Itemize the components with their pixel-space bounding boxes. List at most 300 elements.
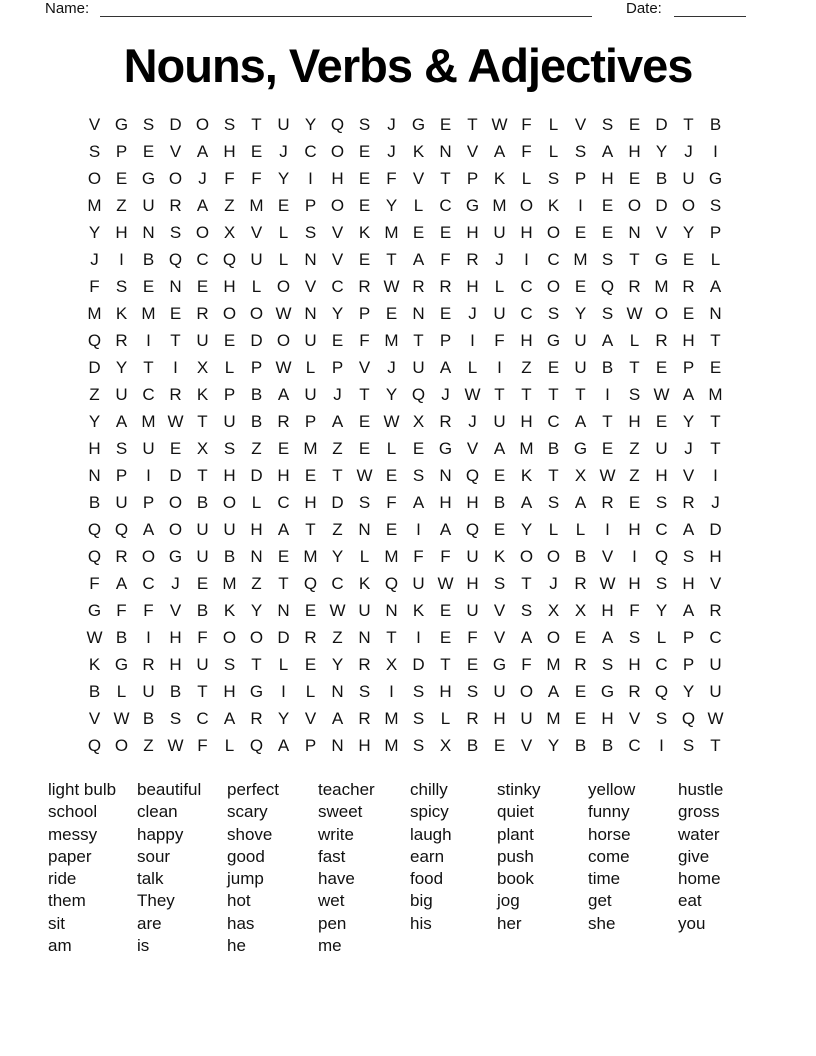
grid-letter: Q — [411, 384, 426, 404]
grid-letter: Z — [116, 195, 127, 215]
grid-letter: E — [358, 249, 371, 269]
grid-letter: A — [547, 681, 560, 701]
grid-letter: V — [466, 141, 479, 161]
grid-letter: E — [493, 519, 506, 539]
grid-letter: S — [655, 573, 668, 593]
grid-letter: R — [574, 573, 587, 593]
grid-letter: M — [384, 330, 399, 350]
grid-letter: P — [709, 222, 722, 242]
word-list-item: yellow — [588, 780, 636, 799]
grid-letter: T — [521, 573, 532, 593]
grid-letter: E — [574, 222, 587, 242]
grid-letter: E — [385, 519, 398, 539]
grid-letter: W — [167, 411, 184, 431]
grid-letter: L — [305, 681, 316, 701]
grid-letter: H — [601, 168, 614, 188]
grid-letter: O — [249, 627, 264, 647]
grid-letter: T — [251, 654, 262, 674]
grid-letter: L — [116, 681, 127, 701]
grid-letter: B — [142, 249, 155, 269]
grid-letter: H — [628, 573, 641, 593]
grid-letter: H — [277, 465, 290, 485]
grid-letter: L — [386, 438, 397, 458]
grid-letter: V — [250, 222, 263, 242]
grid-letter: H — [304, 492, 317, 512]
grid-letter: S — [547, 168, 560, 188]
grid-letter: K — [520, 465, 533, 485]
word-list-item: hot — [227, 891, 251, 911]
grid-letter: I — [146, 330, 151, 350]
grid-letter: O — [519, 546, 534, 566]
grid-letter: E — [412, 222, 425, 242]
grid-letter: V — [304, 276, 317, 296]
grid-letter: E — [385, 303, 398, 323]
grid-letter: A — [115, 573, 128, 593]
grid-letter: P — [574, 168, 587, 188]
grid-letter: R — [439, 276, 452, 296]
word-list-item: get — [588, 891, 612, 911]
grid-letter: R — [412, 276, 425, 296]
grid-letter: M — [654, 276, 669, 296]
grid-letter: F — [251, 168, 262, 188]
grid-letter: T — [332, 465, 343, 485]
word-list-item: shove — [227, 824, 273, 844]
grid-letter: H — [601, 600, 614, 620]
grid-letter: U — [493, 222, 506, 242]
grid-letter: L — [629, 330, 640, 350]
word-list-item: horse — [588, 824, 631, 844]
grid-letter: F — [89, 276, 100, 296]
grid-letter: S — [169, 708, 182, 728]
grid-letter: Y — [547, 735, 560, 755]
grid-letter: U — [115, 492, 128, 512]
grid-letter: C — [439, 195, 452, 215]
grid-letter: R — [466, 708, 479, 728]
grid-letter: S — [520, 600, 533, 620]
grid-letter: E — [628, 168, 641, 188]
grid-letter: F — [521, 141, 532, 161]
grid-letter: E — [709, 357, 722, 377]
grid-letter: F — [413, 546, 424, 566]
word-list-item: ride — [48, 869, 77, 889]
grid-letter: U — [574, 330, 587, 350]
grid-letter: P — [682, 627, 695, 647]
grid-letter: R — [277, 411, 290, 431]
grid-letter: V — [358, 357, 371, 377]
grid-letter: J — [495, 249, 504, 269]
grid-letter: H — [655, 465, 668, 485]
word-list-column — [588, 779, 635, 935]
grid-letter: P — [304, 195, 317, 215]
grid-letter: G — [438, 438, 453, 458]
grid-letter: H — [223, 141, 236, 161]
grid-letter: K — [196, 384, 209, 404]
grid-letter: I — [497, 357, 502, 377]
grid-letter: P — [439, 330, 452, 350]
word-list-item: clean — [137, 802, 178, 822]
word-list-column — [678, 779, 723, 935]
grid-letter: T — [440, 168, 451, 188]
grid-letter: D — [331, 492, 344, 512]
grid-letter: E — [628, 492, 641, 512]
grid-letter: S — [88, 141, 101, 161]
grid-letter: C — [520, 276, 533, 296]
grid-letter: V — [331, 249, 344, 269]
grid-letter: L — [548, 519, 559, 539]
grid-letter: O — [222, 627, 237, 647]
grid-letter: Y — [115, 357, 128, 377]
grid-letter: W — [437, 573, 454, 593]
word-list-item: come — [588, 846, 630, 866]
grid-letter: T — [359, 384, 370, 404]
grid-letter: E — [655, 411, 668, 431]
word-list-item: messy — [48, 824, 98, 844]
grid-letter: B — [601, 357, 614, 377]
grid-letter: O — [168, 168, 183, 188]
grid-letter: H — [682, 330, 695, 350]
grid-letter: F — [521, 654, 532, 674]
grid-letter: C — [655, 654, 668, 674]
grid-letter: A — [277, 384, 290, 404]
word-list-item: food — [410, 869, 444, 889]
word-list-item: fast — [318, 846, 346, 866]
grid-letter: S — [169, 222, 182, 242]
word-list-item: good — [227, 846, 265, 866]
grid-letter: T — [386, 627, 397, 647]
grid-letter: U — [196, 519, 209, 539]
grid-letter: F — [440, 546, 451, 566]
grid-letter: N — [358, 519, 371, 539]
grid-letter: E — [277, 546, 290, 566]
grid-letter: P — [142, 492, 155, 512]
grid-letter: V — [412, 168, 425, 188]
word-list-item: give — [678, 846, 710, 866]
grid-letter: Y — [385, 384, 398, 404]
grid-letter: H — [628, 654, 641, 674]
word-list — [0, 779, 816, 964]
grid-letter: V — [493, 600, 506, 620]
grid-letter: W — [599, 465, 616, 485]
grid-letter: S — [493, 573, 506, 593]
grid-letter: O — [519, 681, 534, 701]
grid-letter: Y — [331, 546, 344, 566]
grid-letter: M — [492, 195, 507, 215]
grid-letter: R — [304, 627, 317, 647]
grid-letter: J — [171, 573, 180, 593]
word-list-column — [227, 779, 279, 957]
grid-letter: U — [412, 573, 425, 593]
grid-letter: X — [196, 357, 209, 377]
grid-letter: S — [412, 681, 425, 701]
name-blank-line — [100, 15, 592, 17]
word-list-item: push — [497, 846, 534, 866]
grid-letter: C — [628, 735, 641, 755]
word-list-item: are — [137, 913, 162, 933]
grid-letter: H — [169, 654, 182, 674]
grid-letter: F — [143, 600, 154, 620]
grid-letter: E — [439, 222, 452, 242]
grid-letter: N — [358, 627, 371, 647]
grid-letter: B — [88, 681, 101, 701]
grid-letter: L — [359, 546, 370, 566]
grid-letter: D — [655, 195, 668, 215]
word-list-column — [137, 779, 201, 957]
grid-letter: O — [276, 330, 291, 350]
grid-letter: B — [142, 708, 155, 728]
grid-letter: N — [169, 276, 182, 296]
grid-letter: Y — [88, 222, 101, 242]
grid-letter: T — [305, 519, 316, 539]
grid-letter: R — [115, 546, 128, 566]
grid-letter: F — [467, 627, 478, 647]
grid-letter: Y — [304, 114, 317, 134]
word-list-item: has — [227, 913, 255, 933]
grid-letter: S — [412, 708, 425, 728]
grid-letter: N — [304, 303, 317, 323]
grid-letter: U — [304, 384, 317, 404]
word-list-item: quiet — [497, 802, 534, 822]
grid-letter: U — [142, 681, 155, 701]
grid-letter: G — [141, 168, 156, 188]
grid-letter: O — [546, 222, 561, 242]
grid-letter: E — [196, 276, 209, 296]
grid-letter: C — [520, 303, 533, 323]
grid-letter: Q — [87, 546, 102, 566]
grid-letter: I — [389, 681, 394, 701]
grid-letter: U — [304, 330, 317, 350]
word-list-item: school — [48, 802, 98, 822]
word-list-item: plant — [497, 824, 534, 844]
grid-letter: T — [521, 384, 532, 404]
grid-letter: D — [88, 357, 101, 377]
grid-letter: X — [574, 465, 587, 485]
grid-letter: Y — [655, 141, 668, 161]
grid-letter: W — [113, 708, 130, 728]
grid-letter: H — [520, 411, 533, 431]
grid-letter: L — [494, 276, 505, 296]
grid-letter: R — [358, 654, 371, 674]
grid-letter: H — [223, 276, 236, 296]
grid-letter: E — [601, 438, 614, 458]
grid-letter: H — [520, 330, 533, 350]
grid-letter: F — [89, 573, 100, 593]
grid-letter: E — [331, 330, 344, 350]
grid-letter: V — [682, 465, 695, 485]
grid-letter: R — [169, 384, 182, 404]
grid-letter: K — [358, 573, 371, 593]
grid-letter: K — [493, 168, 506, 188]
grid-letter: N — [439, 141, 452, 161]
grid-letter: O — [114, 735, 129, 755]
grid-letter: B — [88, 492, 101, 512]
grid-letter: S — [601, 249, 614, 269]
word-list-item: time — [588, 869, 621, 889]
grid-letter: T — [629, 357, 640, 377]
grid-letter: T — [494, 384, 505, 404]
grid-letter: Z — [521, 357, 532, 377]
grid-letter: V — [304, 708, 317, 728]
grid-letter: U — [358, 600, 371, 620]
grid-letter: E — [628, 114, 641, 134]
grid-letter: P — [115, 465, 128, 485]
grid-letter: C — [331, 573, 344, 593]
grid-letter: W — [329, 600, 346, 620]
grid-letter: T — [710, 411, 721, 431]
grid-letter: B — [223, 546, 236, 566]
grid-letter: U — [196, 654, 209, 674]
grid-letter: C — [142, 573, 155, 593]
grid-letter: J — [441, 384, 450, 404]
word-list-item: paper — [48, 846, 92, 866]
grid-letter: E — [655, 357, 668, 377]
grid-letter: U — [655, 438, 668, 458]
word-list-item: teacher — [318, 780, 375, 799]
grid-letter: T — [575, 384, 586, 404]
grid-letter: H — [601, 708, 614, 728]
grid-letter: F — [440, 249, 451, 269]
grid-letter: Z — [332, 438, 343, 458]
grid-letter: N — [385, 600, 398, 620]
grid-letter: O — [276, 276, 291, 296]
grid-letter: H — [169, 627, 182, 647]
grid-letter: A — [115, 411, 128, 431]
word-list-item: she — [588, 913, 616, 933]
grid-letter: J — [333, 384, 342, 404]
name-label: Name: — [45, 0, 90, 17]
grid-letter: O — [141, 546, 156, 566]
grid-letter: R — [196, 303, 209, 323]
grid-letter: H — [115, 222, 128, 242]
grid-letter: Q — [465, 519, 480, 539]
grid-letter: I — [524, 249, 529, 269]
grid-letter: R — [169, 195, 182, 215]
grid-letter: L — [251, 276, 262, 296]
grid-letter: U — [493, 303, 506, 323]
word-list-item: am — [48, 936, 72, 956]
grid-letter: A — [196, 195, 209, 215]
grid-letter: O — [519, 195, 534, 215]
grid-letter: E — [169, 438, 182, 458]
grid-letter: Q — [87, 735, 102, 755]
grid-letter: K — [223, 600, 236, 620]
grid-letter: J — [90, 249, 99, 269]
grid-letter: Y — [682, 222, 695, 242]
grid-letter: E — [493, 735, 506, 755]
grid-letter: Q — [303, 573, 318, 593]
grid-letter: B — [115, 627, 128, 647]
grid-letter: K — [358, 222, 371, 242]
grid-letter: P — [223, 384, 236, 404]
grid-letter: E — [142, 141, 155, 161]
grid-letter: E — [682, 303, 695, 323]
word-list-item: talk — [137, 869, 164, 889]
grid-letter: Y — [520, 519, 533, 539]
grid-letter: R — [439, 411, 452, 431]
grid-letter: I — [173, 357, 178, 377]
grid-letter: T — [629, 249, 640, 269]
grid-letter: W — [707, 708, 724, 728]
grid-letter: N — [250, 546, 263, 566]
word-list-item: laugh — [410, 824, 452, 844]
word-list-item: big — [410, 891, 433, 911]
grid-letter: O — [222, 303, 237, 323]
grid-letter: M — [708, 384, 723, 404]
grid-letter: E — [574, 276, 587, 296]
word-list-item: chilly — [410, 780, 448, 799]
grid-letter: O — [222, 492, 237, 512]
grid-letter: E — [277, 195, 290, 215]
grid-letter: G — [492, 654, 507, 674]
grid-letter: B — [196, 492, 209, 512]
grid-letter: B — [196, 600, 209, 620]
grid-letter: B — [655, 168, 668, 188]
grid-letter: B — [250, 384, 263, 404]
word-list-item: sit — [48, 913, 65, 933]
grid-letter: J — [549, 573, 558, 593]
grid-letter: O — [681, 195, 696, 215]
grid-letter: Q — [222, 249, 237, 269]
grid-letter: E — [466, 654, 479, 674]
grid-letter: U — [493, 411, 506, 431]
grid-letter: M — [546, 708, 561, 728]
grid-letter: R — [358, 708, 371, 728]
word-list-item: They — [137, 891, 175, 911]
grid-letter: Y — [655, 600, 668, 620]
grid-letter: A — [601, 141, 614, 161]
grid-letter: R — [358, 276, 371, 296]
grid-letter: T — [683, 114, 694, 134]
grid-letter: I — [605, 519, 610, 539]
grid-letter: U — [682, 168, 695, 188]
grid-letter: A — [223, 708, 236, 728]
word-list-item: sweet — [318, 802, 363, 822]
word-list-item: water — [678, 824, 720, 844]
grid-letter: W — [653, 384, 670, 404]
word-list-item: me — [318, 936, 342, 956]
grid-letter: G — [168, 546, 183, 566]
grid-letter: B — [574, 546, 587, 566]
word-list-column — [48, 779, 116, 957]
grid-letter: N — [142, 222, 155, 242]
grid-letter: I — [659, 735, 664, 755]
grid-letter: N — [628, 222, 641, 242]
grid-letter: B — [169, 681, 182, 701]
grid-letter: Q — [654, 546, 669, 566]
grid-letter: S — [412, 735, 425, 755]
grid-letter: W — [86, 627, 103, 647]
grid-letter: I — [416, 519, 421, 539]
letter-grid — [81, 111, 729, 759]
grid-letter: O — [330, 195, 345, 215]
grid-letter: M — [249, 195, 264, 215]
grid-letter: A — [682, 519, 695, 539]
grid-letter: Q — [681, 708, 696, 728]
grid-letter: H — [331, 168, 344, 188]
grid-letter: G — [573, 438, 588, 458]
grid-letter: A — [439, 519, 452, 539]
grid-letter: O — [627, 195, 642, 215]
grid-letter: D — [655, 114, 668, 134]
grid-letter: L — [224, 735, 235, 755]
grid-letter: V — [169, 141, 182, 161]
grid-letter: A — [601, 330, 614, 350]
grid-letter: E — [223, 330, 236, 350]
grid-letter: C — [547, 411, 560, 431]
word-list-column — [497, 779, 540, 935]
grid-letter: H — [628, 519, 641, 539]
grid-letter: L — [305, 357, 316, 377]
grid-letter: K — [412, 600, 425, 620]
